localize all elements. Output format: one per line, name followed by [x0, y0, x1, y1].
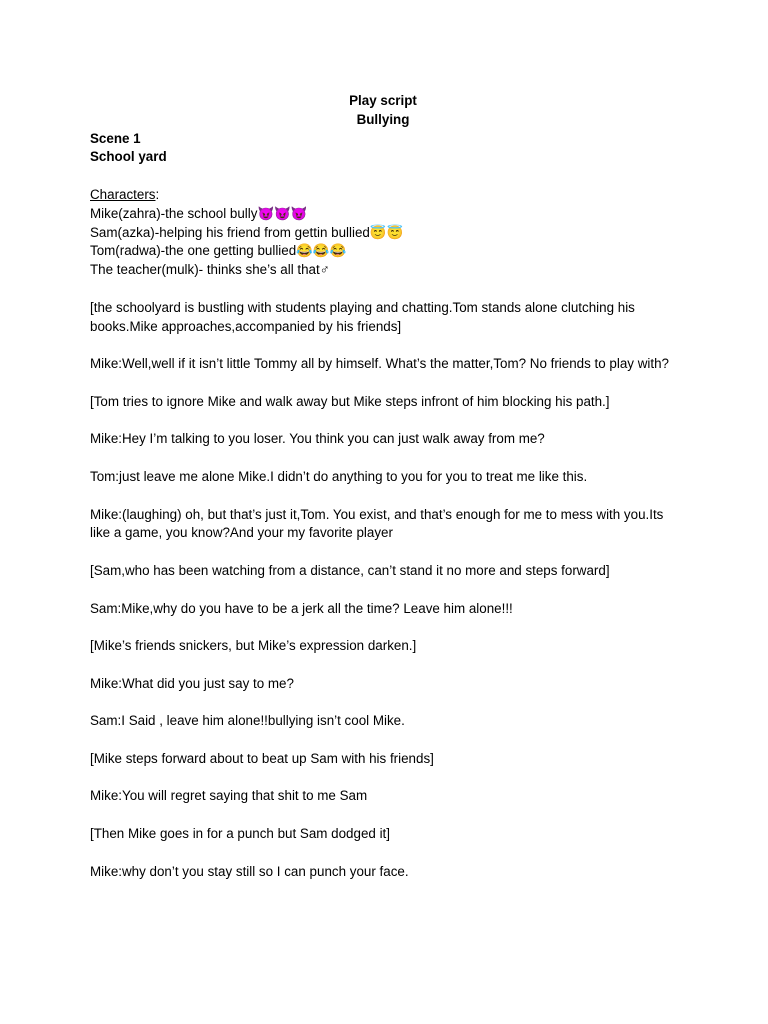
spacer: [90, 412, 670, 431]
dialogue-line: Mike:Hey I’m talking to you loser. You think you can just walk away from me?: [90, 431, 545, 447]
spacer: [90, 449, 670, 468]
spacer: [90, 280, 670, 299]
dialogue-line: Mike:Well,well if it isn’t little Tommy all by himself. What’s the matter,Tom? No friends to play with?: [90, 356, 669, 372]
stage-direction: [Mike steps forward about to beat up Sam with his friends]: [90, 750, 434, 766]
dialogue-line: Tom:just leave me alone Mike.I didn’t do anything to you for you to treat me like this.: [90, 468, 588, 484]
play-script-body: [90, 92, 670, 881]
spacer: [90, 581, 670, 600]
characters-heading-line: [90, 186, 670, 205]
stage-direction-opening: [the schoolyard is bustling with students playing and chatting.Tom stands alone clutching his books.Mike approaches,accompanied by his friends]: [90, 299, 635, 334]
document-title: Play script: [349, 93, 417, 108]
spacer: [90, 731, 670, 750]
dialogue-line: Sam:Mike,why do you have to be a jerk all the time? Leave him alone!!!: [90, 600, 513, 616]
spacer: [90, 806, 670, 825]
spacer: [90, 769, 670, 788]
characters-heading-colon: :: [155, 186, 160, 202]
spacer: [90, 487, 670, 506]
dialogue-line: Mike:What did you just say to me?: [90, 675, 294, 691]
stage-direction: [Tom tries to ignore Mike and walk away but Mike steps infront of him blocking his path.]: [90, 393, 610, 409]
dialogue-line: Sam:I Said , leave him alone!!bullying isn’t cool Mike.: [90, 713, 405, 729]
characters-heading: Characters: [90, 186, 156, 202]
dialogue-line: Mike:(laughing) oh, but that’s just it,Tom. You exist, and that’s enough for me to mess with you.Its like a game, you know?And your my favorite player: [90, 506, 664, 541]
spacer: [90, 167, 670, 186]
scene-location: School yard: [90, 149, 167, 165]
scene-heading: Scene 1: [90, 130, 141, 146]
character-tom: Tom(radwa)-the one getting bullied😂😂😂: [90, 243, 347, 259]
spacer: [90, 543, 670, 562]
spacer: [90, 694, 670, 713]
stage-direction: [Mike’s friends snickers, but Mike’s expression darken.]: [90, 638, 417, 654]
character-teacher: The teacher(mulk)- thinks she’s all that♂: [90, 262, 330, 278]
spacer: [90, 844, 670, 863]
spacer: [90, 336, 670, 355]
stage-direction: [Sam,who has been watching from a distance, can’t stand it no more and steps forward]: [90, 562, 610, 578]
dialogue-line: Mike:You will regret saying that shit to me Sam: [90, 788, 368, 804]
spacer: [90, 618, 670, 637]
character-mike: Mike(zahra)-the school bully😈😈😈: [90, 205, 308, 221]
spacer: [90, 656, 670, 675]
character-sam: Sam(azka)-helping his friend from gettin bullied😇😇: [90, 224, 404, 240]
dialogue-line: Mike:why don’t you stay still so I can punch your face.: [90, 863, 409, 879]
stage-direction: [Then Mike goes in for a punch but Sam dodged it]: [90, 826, 390, 842]
document-subtitle: Bullying: [356, 111, 410, 127]
spacer: [90, 374, 670, 393]
